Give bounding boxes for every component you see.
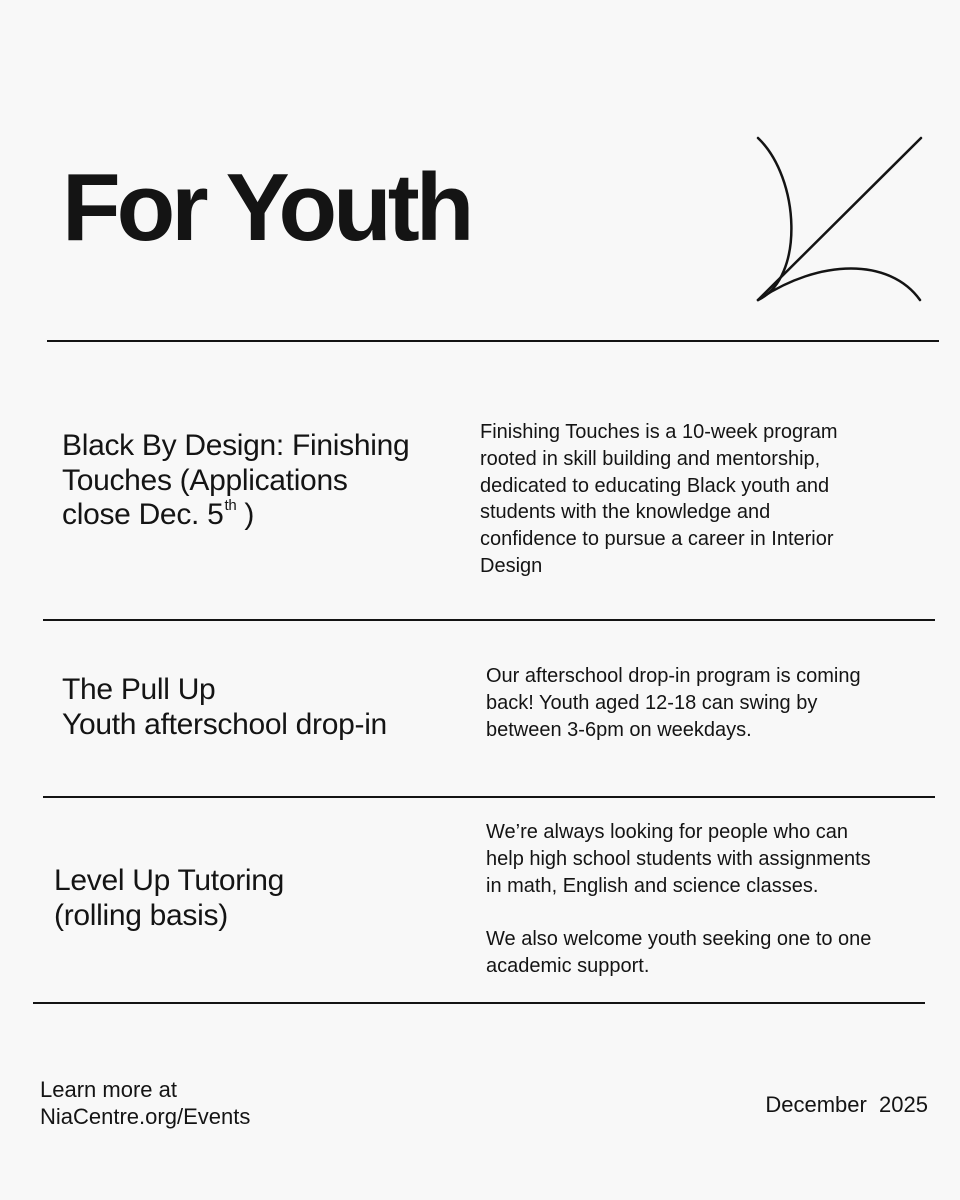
description-line: back! Youth aged 12-18 can swing by: [486, 691, 818, 714]
description-line: We also welcome youth seeking one to one: [486, 928, 872, 951]
program-title-line-text: close Dec. 5: [62, 498, 224, 531]
learn-more-label: Learn more at: [40, 1077, 177, 1102]
description-line: rooted in skill building and mentorship,: [480, 447, 821, 470]
program-description-black-by-design: [480, 419, 838, 580]
events-url[interactable]: NiaCentre.org/Events: [40, 1104, 251, 1129]
divider: [33, 1002, 925, 1004]
program-title-line: Black By Design: Finishing: [62, 429, 410, 462]
program-title-level-up-tutoring: [54, 864, 284, 933]
curved-arrow-icon: [740, 128, 940, 318]
divider: [43, 796, 935, 798]
divider: [43, 619, 935, 621]
date-label: December 2025: [765, 1092, 928, 1117]
program-title-line: (rolling basis): [54, 898, 228, 932]
program-description-level-up-tutoring: [486, 819, 871, 980]
description-line: Our afterschool drop-in program is coming: [486, 665, 861, 687]
description-line: academic support.: [486, 954, 650, 977]
program-title-suffix: ): [244, 498, 255, 531]
description-line: confidence to pursue a career in Interior: [480, 528, 834, 551]
description-line: help high school students with assignments: [486, 847, 871, 870]
description-line: We’re always looking for people who can: [486, 821, 849, 843]
description-line: Finishing Touches is a 10-week program: [480, 421, 838, 443]
description-line: between 3-6pm on weekdays.: [486, 718, 752, 741]
page-title: For Youth: [62, 154, 471, 261]
description-line: in math, English and science classes.: [486, 874, 819, 897]
description-line: students with the knowledge and: [480, 501, 771, 524]
program-title-black-by-design: [62, 429, 409, 533]
program-title-line: The Pull Up: [62, 673, 216, 706]
program-title-line: Level Up Tutoring: [54, 864, 285, 897]
program-title-line: Youth afterschool drop-in: [62, 707, 387, 741]
program-title-the-pull-up: [62, 673, 387, 742]
paragraph-gap: [486, 899, 871, 926]
ordinal-superscript: th: [224, 497, 237, 514]
program-description-the-pull-up: [486, 663, 861, 743]
program-title-line: Touches (Applications: [62, 463, 348, 497]
description-line: dedicated to educating Black youth and: [480, 474, 830, 497]
program-title-line: [62, 498, 409, 533]
learn-more: [40, 1076, 250, 1130]
description-line: Design: [480, 554, 543, 577]
divider: [47, 340, 939, 342]
